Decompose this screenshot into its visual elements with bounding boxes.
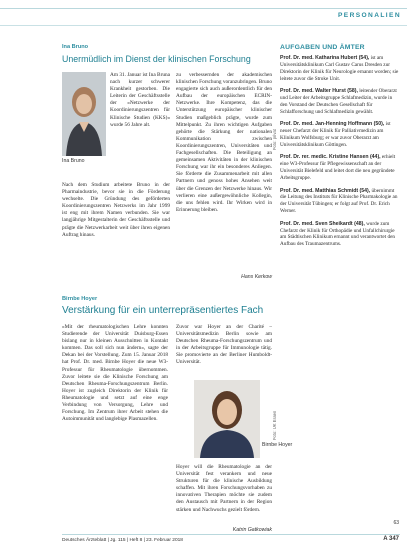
person-text: ist am Universitätsklinikum Carl Gustav Carus Dresden zur Direktorin der Klinik für Neurologie ernannt worden; sie leitete zuvor die Stroke Unit. xyxy=(280,55,399,82)
header-rule-lower xyxy=(0,25,407,26)
article1-column2 xyxy=(176,72,272,272)
footer-rule xyxy=(62,534,400,535)
page-number: 63 xyxy=(393,520,399,526)
list-item xyxy=(280,221,400,249)
person-name: Prof. Dr. med. Katharina Hubert (54), xyxy=(280,55,370,61)
person-text: leitender Oberarzt und Leiter der Arbeitsgruppe Schlafmedizin, wurde in den Vorstand der Deutschen Gesellschaft für Schlafforschung und Schlafmedizin gewählt. xyxy=(280,88,397,115)
article2-byline: Katrin Gatkowiak xyxy=(232,527,272,533)
footer-page-ref: A 347 xyxy=(383,536,399,542)
list-item xyxy=(280,55,400,83)
article1-headline: Unermüdlich im Dienst der klinischen Forschung xyxy=(62,54,251,64)
list-item xyxy=(280,121,400,149)
article2-portrait xyxy=(194,380,260,458)
article2-column1: »Mit der rheumatologischen Lehre konnten Studierende der Universität Duisburg-Essen bislang nur in kleinen Ausschnitten in Kontakt kommen. Das soll sich nun ändern«, sagte der Dekan bei der Vorstellung. Zum 15. Januar 2018 hat Prof. Dr. med. Birnbe Hoyer die neue W3-Professur für Rheumatologie übernommen. Zuvor leitete sie die Klinische Forschung am Deutschen Rheuma-Forschungszentrum Berlin. Hoyer ist zugleich Direktorin der Klinik für Rheumatologie und setzt auf eine enge Verbindung von Versorgung, Lehre und Forschung. Im Zentrum ihrer Arbeit stehen die Autoimmunität und langlebige Plasmazellen. xyxy=(62,324,168,423)
person-name: Prof. Dr. rer. medic. Kristine Hansen (44), xyxy=(280,154,381,161)
article2-kicker: Birnbe Hoyer xyxy=(62,296,98,302)
article1-column1-lower: Nach dem Studium arbeitete Bruno in der Pharmaindustrie, bevor sie in die Förderung wechselte. Die Gründung des geförderten Koordinierungszentren Netzwerks im Jahr 1999 ist eng mit ihrem Namen verbunden. Sie war langjährige Mitgestalterin der Geschäftsstelle und prägte die Netzwerkarbeit weit über ihren eigenen Auftrag hinaus. xyxy=(62,182,170,238)
sidebar-title: AUFGABEN UND ÄMTER xyxy=(280,44,365,51)
appointments-sidebar xyxy=(280,44,400,254)
article1-column2-text: zu verbessernden der akademischen klinischen Forschung voranzubringen. Bruno engagierte sich auch außerordentlich für den Aufbau der europäischen ECRIN-Netzwerke. Ihre Kompetenz, das die Unterstützung europäischer klinischer Studien maßgeblich prägte, wurde zum Mittelpunkt. Zu ihren wichtigen Aufgaben gehörte die Stärkung der nationalen Kommunikation zwischen Koordinierungszentren, Universitäten und Fachgesellschaften. Die Beteiligung an gemeinsamen Aktivitäten in der klinischen Forschung war ihr ein besonderes Anliegen. Sie förderte die Zusammenarbeit mit allen Partnern und genoss hohes Ansehen weit über die Grenzen der Netzwerke hinaus. Wir verlieren eine außergewöhnliche Kollegin, die uns fehlen wird. Ihr Wirken wird in Erinnerung bleiben. xyxy=(176,72,272,213)
list-item xyxy=(280,88,400,116)
list-item xyxy=(280,188,400,216)
list-item xyxy=(280,154,400,182)
article1-kicker: Ina Bruno xyxy=(62,44,89,50)
person-name: Prof. Dr. med. Matthias Schmidt (54), xyxy=(280,187,371,194)
person-name: Prof. Dr. med. Sven Sheikardt (48), xyxy=(280,220,365,227)
person-text: wurde zum Chefarzt der Klinik für Orthopädie und Unfallchirurgie am Städtischen Klinikum ernannt und verantwortet den Aufbau des Traumazentrums. xyxy=(280,220,395,248)
portrait-woman-icon xyxy=(194,380,260,458)
person-name: Prof. Dr. med. Walter Hurst (58), xyxy=(280,88,358,95)
article1-portrait xyxy=(62,72,106,156)
portrait-woman-icon xyxy=(62,72,106,156)
appointments-list xyxy=(280,55,400,248)
section-label: PERSONALIEN xyxy=(337,12,401,19)
article1-byline: Hans Kerkow xyxy=(241,274,272,280)
article1-photo-credit: Foto: privat xyxy=(272,129,277,150)
person-text: ist neuer Chefarzt der Klinik für Palliativmedizin am Klinikum Wolfsburg; er war zuvor Oberarzt am Universitätsklinikum Göttingen. xyxy=(280,121,391,148)
person-text: erhielt eine W3-Professur für Pflegewissenschaft an der Universität Bielefeld und leitet dort die neu gegründete Arbeitsgruppe. xyxy=(280,154,396,182)
person-text: übernimmt die Leitung des Instituts für Klinische Pharmakologie an der Universität Tübingen; er folgt auf Prof. Dr. Erich Werner. xyxy=(280,187,398,215)
article2-photo-caption: Birnbe Hoyer xyxy=(262,442,293,448)
person-name: Prof. Dr. med. Jan-Henning Hoffmann (50), xyxy=(280,121,385,128)
footer-citation: Deutsches Ärzteblatt | Jg. 115 | Heft 8 | 23. Februar 2018 xyxy=(62,538,183,543)
article2-headline: Verstärkung für ein unterrepräsentiertes Fach xyxy=(62,305,264,316)
article2-photo-credit: Foto: UK Essen xyxy=(272,410,277,440)
article2-column2: Zuvor war Hoyer an der Charité – Universitätsmedizin Berlin sowie am Deutschen Rheuma-Forschungszentrum und in der Arbeitsgruppe für Immunologie tätig. Sie promovierte an der Berliner Humboldt-Universität. xyxy=(176,324,272,366)
article1-column1: Am 31. Januar ist Ina Bruna nach kurzer schwerer Krankheit gestorben. Die Leiterin der Geschäftsstelle der »Netzwerke der Koordinierungszentren für Klinische Studien (KKS)« wurde 56 Jahre alt. xyxy=(110,72,170,128)
header-rule xyxy=(0,8,407,9)
article1-photo-caption: Ina Bruno xyxy=(62,158,85,164)
article2-column2-lower: Hoyer will die Rheumatologie an der Universität fest verankern und neue Strukturen für die klinische Ausbildung schaffen. Mit ihren Forschungsvorhaben zu innovativen Therapien möchte sie zudem den Austausch mit Partnern in der Region stärken und Nachwuchs gezielt fördern. xyxy=(176,464,272,513)
